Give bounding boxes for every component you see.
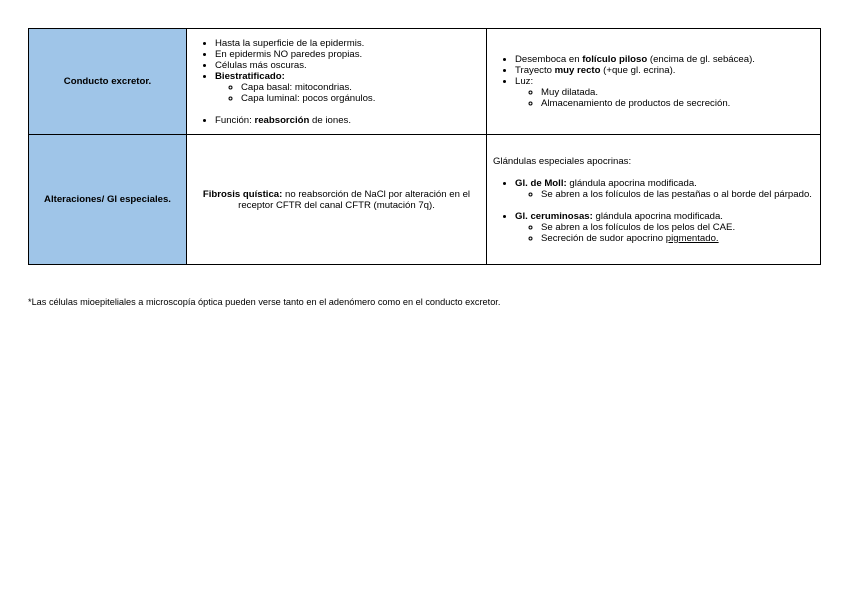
bold-text: folículo piloso [582, 54, 648, 65]
text: Secreción de sudor apocrino [541, 232, 666, 244]
bold-text: Fibrosis quística: [202, 188, 283, 200]
alteraciones-cell-3 [487, 135, 821, 265]
intro-text: Glándulas especiales apocrinas: [493, 155, 632, 167]
bold-text: muy recto [554, 65, 601, 76]
sublist-item: ◦ Almacenamiento de productos de secreción. [541, 98, 814, 109]
conducto-list-2 [493, 54, 814, 109]
list-item [215, 115, 480, 126]
sublist-item: ◦ Capa luminal: pocos orgánulos. [241, 93, 480, 104]
text: Trayecto [515, 65, 555, 76]
list-item [515, 65, 814, 76]
row-header-alteraciones: Alteraciones/ Gl especiales. [29, 135, 187, 265]
conducto-cell-2 [187, 29, 487, 135]
list-item: • Células más oscuras. [215, 60, 480, 71]
table-row-conducto [29, 29, 821, 135]
bold-text: Gl. ceruminosas: [515, 210, 593, 222]
footnote: *Las células mioepiteliales a microscopía óptica pueden verse tanto en el adenómero como en el conducto excretor. [28, 297, 501, 307]
row-header-conducto: Conducto excretor. [29, 29, 187, 135]
list-item [515, 76, 814, 109]
sublist [515, 87, 814, 109]
list-item [515, 178, 814, 200]
text: de iones. [309, 114, 351, 126]
list-item [515, 54, 814, 65]
sublist [215, 82, 480, 104]
sublist-item [541, 233, 814, 244]
bold-text: Gl. de Moll: [515, 177, 567, 189]
sublist-item: ◦ Muy dilatada. [541, 87, 814, 98]
content-table [28, 28, 821, 265]
text: Luz: [515, 76, 534, 87]
text: Función: [215, 114, 255, 126]
sublist [515, 189, 814, 200]
alteraciones-cell-2 [187, 135, 487, 265]
conducto-cell-3 [487, 29, 821, 135]
list-item: • Hasta la superficie de la epidermis. [215, 38, 480, 49]
list-item: • En epidermis NO paredes propias. [215, 49, 480, 60]
text: (+que gl. ecrina). [600, 65, 676, 76]
sublist-item: ◦ Se abren a los folículos de los pelos del CAE. [541, 222, 814, 233]
list-item [515, 211, 814, 244]
table-row-alteraciones [29, 135, 821, 265]
text: (encima de gl. sebácea). [647, 54, 755, 65]
text: glándula apocrina modificada. [566, 177, 697, 189]
sublist-item: ◦ Capa basal: mitocondrias. [241, 82, 480, 93]
glandulas-list [493, 178, 814, 244]
text: no reabsorción de NaCl por alteración en el receptor CFTR del canal CFTR (mutación 7q). [238, 188, 471, 211]
sublist [515, 222, 814, 244]
conducto-list [193, 38, 480, 126]
underlined-text: pigmentado. [665, 232, 719, 244]
list-item [215, 71, 480, 104]
bold-text: reabsorción [254, 114, 310, 126]
text: glándula apocrina modificada. [592, 210, 723, 222]
text: Desemboca en [515, 54, 583, 65]
bold-text: Biestratificado: [215, 70, 285, 82]
sublist-item: ◦ Se abren a los folículos de las pestañas o al borde del párpado. [541, 189, 814, 200]
